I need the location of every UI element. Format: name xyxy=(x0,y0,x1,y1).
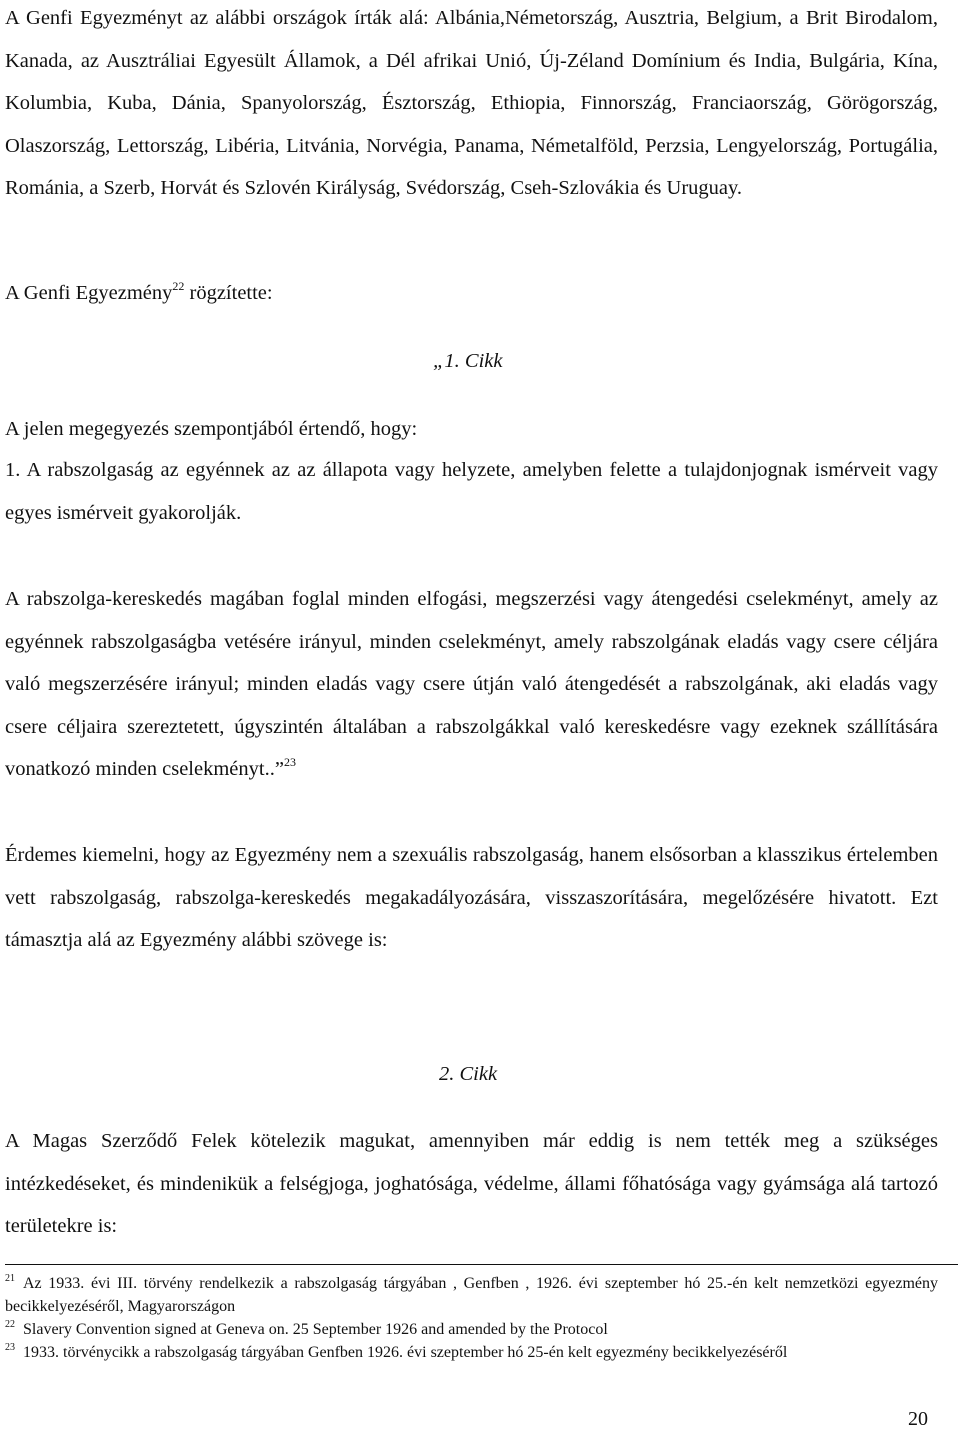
footnote-ref-22: 22 xyxy=(172,279,185,293)
page-number: 20 xyxy=(908,1408,928,1430)
footnote-text: Az 1933. évi III. törvény rendelkezik a rabszolgaság tárgyában , Genfben , 1926. évi szeptember hó 25.-én kelt nemzetközi egyezmény becikkelyezéséről, Magyarországon xyxy=(5,1275,938,1315)
signatory-countries-paragraph: A Genfi Egyezményt az alábbi országok írták alá: Albánia,Németország, Ausztria, Belgium, a Brit Birodalom, Kanada, az Ausztráliai Egyesült Államok, a Dél afrikai Unió, Új-Zéland Domínium és India, Bulgária, Kína, Kolumbia, Kuba, Dánia, Spanyolország, Észtország, Ethiopia, Finnország, Franciaország, Görögország, Olaszország, Lettország, Libéria, Litvánia, Norvégia, Panama, Németalföld, Perzsia, Lengyelország, Portugália, Románia, a Szerb, Horvát és Szlovén Királyság, Svédország, Cseh-Szlovákia és Uruguay. xyxy=(5,7,938,200)
convention-intro-line xyxy=(5,272,273,314)
footnote-divider xyxy=(5,1264,958,1265)
footnote-text: Slavery Convention signed at Geneva on. 25 September 1926 and amended by the Protocol xyxy=(23,1321,608,1338)
convention-intro-suffix: rögzítette: xyxy=(184,282,273,304)
article-1-heading: „1. Cikk xyxy=(433,350,503,372)
footnote-22 xyxy=(5,1318,938,1341)
footnotes-section xyxy=(5,1272,938,1364)
footnote-ref-23: 23 xyxy=(283,755,296,770)
article-2-paragraph: A Magas Szerződő Felek kötelezik magukat, amennyiben már eddig is nem tették meg a szükséges intézkedéseket, és mindenikük a felségjoga, joghatósága, védelme, állami főhatósága vagy gyámsága alá tartozó területekre is: xyxy=(5,1130,938,1238)
footnote-number: 21 xyxy=(5,1273,15,1284)
footnote-number: 22 xyxy=(5,1319,15,1330)
slave-trade-definition-paragraph xyxy=(5,578,938,791)
convention-intro-text: A Genfi Egyezmény xyxy=(5,282,173,304)
footnote-23 xyxy=(5,1341,938,1364)
footnote-21 xyxy=(5,1272,938,1318)
footnote-text: 1933. törvénycikk a rabszolgaság tárgyában Genfben 1926. évi szeptember hó 25-én kelt egyezmény becikkelyezéséről xyxy=(23,1344,788,1361)
slavery-definition-paragraph: 1. A rabszolgaság az egyénnek az az állapota vagy helyzete, amelyben felette a tulajdonjognak ismérveit vagy egyes ismérveit gyakorolják. xyxy=(5,459,938,524)
definition-intro: A jelen megegyezés szempontjából értendő, hogy: xyxy=(5,418,418,440)
slave-trade-definition-text: A rabszolga-kereskedés magában foglal minden elfogási, megszerzési vagy átengedési cselekményt, amely az egyénnek rabszolgaságba vetésére irányul, minden cselekményt, amely rabszolgának eladás vagy csere céljára való megszerzésére irányul; minden eladás vagy csere útján való átengedését a rabszolgának, aki eladás vagy csere céljaira szereztetett, úgyszintén általában a rabszolgákkal való kereskedésre vagy ezeknek szállítására vonatkozó minden cselekményt..” xyxy=(5,588,938,781)
commentary-paragraph: Érdemes kiemelni, hogy az Egyezmény nem a szexuális rabszolgaság, hanem elsősorban a klasszikus értelemben vett rabszolgaság, rabszolga-kereskedés megakadályozására, visszaszorítására, megelőzésére hivatott. Ezt támasztja alá az Egyezmény alábbi szövege is: xyxy=(5,844,938,952)
footnote-number: 23 xyxy=(5,1342,15,1353)
article-2-heading: 2. Cikk xyxy=(439,1063,498,1085)
